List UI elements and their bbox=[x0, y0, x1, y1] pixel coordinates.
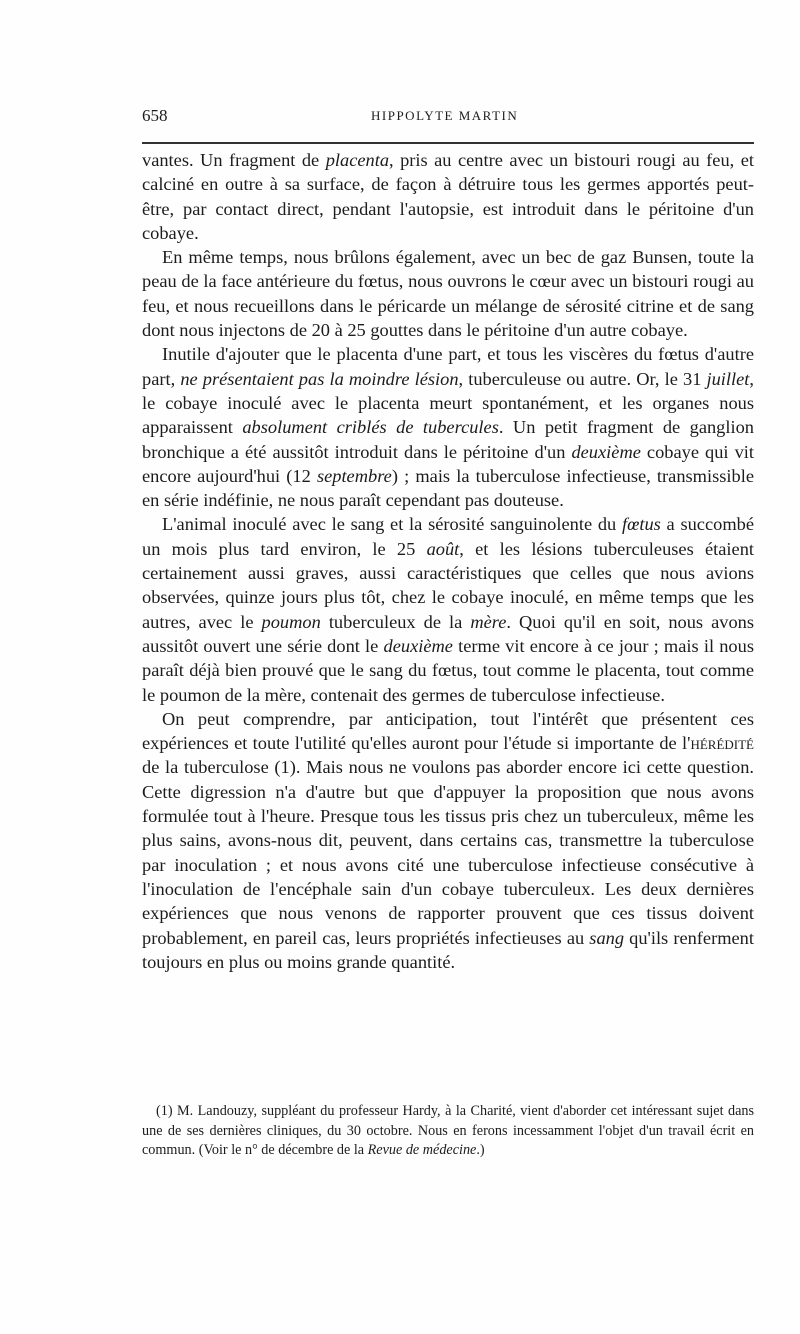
header-rule bbox=[142, 142, 754, 144]
italic-term: fœtus bbox=[621, 514, 661, 535]
italic-term: poumon bbox=[261, 611, 321, 632]
paragraph-1: vantes. Un fragment de placenta, pris au centre avec un bistouri rougi au feu, et calciné en outre à sa surface, de façon à détruire tous les germes apportés peut-être, par contact direct, pendant l'autopsie, est introduit dans le péritoine d'un cobaye. bbox=[142, 150, 754, 243]
footnote: (1) M. Landouzy, suppléant du professeur Hardy, à la Charité, vient d'aborder cet intéressant sujet dans une de ses dernières cliniques, du 30 octobre. Nous en ferons incessamment l'objet d'un travail écrit en commun. (Voir le n° de décembre de la Revue de médecine.) bbox=[142, 1103, 754, 1159]
journal-title: Revue de médecine bbox=[367, 1142, 477, 1159]
italic-term: ne présentaient pas la moindre lésion bbox=[180, 368, 459, 389]
italic-term: placenta bbox=[325, 150, 390, 170]
italic-term: août bbox=[426, 538, 460, 559]
main-text bbox=[142, 148, 754, 974]
italic-term: absolument criblés de tubercules bbox=[242, 417, 499, 438]
italic-term: deuxième bbox=[571, 441, 641, 462]
italic-term: mère bbox=[470, 611, 507, 632]
paragraph-5: On peut comprendre, par anticipation, tout l'intérêt que présentent ces expériences et toute l'utilité qu'elles auront pour l'étude si importante de l'hérédité de la tuberculose (1). Mais nous ne voulons pas aborder encore ici cette question. Cette digression n'a d'autre but que d'appuyer la proposition que nous avons formulée tout à l'heure. Presque tous les tissus pris chez un tuberculeux, même les plus sains, avons-nous dit, peuvent, dans certains cas, transmettre la tuberculose par inoculation ; et nous avons cité une tuberculose infectieuse consécutive à l'inoculation de l'encéphale sain d'un cobaye tuberculeux. Les deux dernières expériences que nous venons de rapporter prouvent que ces tissus doivent probablement, en pareil cas, leurs propriétés infectieuses au sang qu'ils renferment toujours en plus ou moins grande quantité. bbox=[142, 708, 754, 972]
page-number: 658 bbox=[142, 106, 168, 125]
italic-term: sang bbox=[589, 927, 625, 948]
paragraph-3: Inutile d'ajouter que le placenta d'une part, et tous les viscères du fœtus d'autre part, ne présentaient pas la moindre lésion, tuberculeuse ou autre. Or, le 31 juillet, le cobaye inoculé avec le placenta meurt spontanément, et les organes nous apparaissent absolument criblés de tubercules. Un petit fragment de ganglion bronchique a été aussitôt introduit dans le péritoine d'un deuxième cobaye qui vit encore aujourd'hui (12 septembre) ; mais la tuberculose infectieuse, transmissible en série indéfinie, ne nous paraît cependant pas douteuse. bbox=[142, 344, 755, 511]
paragraph-2: En même temps, nous brûlons également, avec un bec de gaz Bunsen, toute la peau de la face antérieure du fœtus, nous ouvrons le cœur avec un bistouri rougi au feu, et nous recueillons dans le péricarde un mélange de sérosité citrine et de sang dont nous injectons de 20 à 25 gouttes dans le péritoine d'un autre cobaye. bbox=[142, 247, 754, 341]
running-title: HIPPOLYTE MARTIN bbox=[371, 108, 519, 123]
small-caps-term: hérédité bbox=[690, 733, 754, 754]
italic-term: septembre bbox=[316, 465, 392, 486]
italic-term: juillet bbox=[706, 368, 750, 389]
italic-term: deuxième bbox=[383, 635, 453, 656]
page-header bbox=[142, 106, 754, 136]
paragraph-4: L'animal inoculé avec le sang et la sérosité sanguinolente du fœtus a succombé un mois plus tard environ, le 25 août, et les lésions tuberculeuses étaient certainement aussi graves, aussi caractéristiques que celles que nous avions observées, quinze jours plus tôt, chez le cobaye inoculé, en même temps que les autres, avec le poumon tuberculeux de la mère. Quoi qu'il en soit, nous avons aussitôt ouvert une série dont le deuxième terme vit encore à ce jour ; mais il nous paraît déjà bien prouvé que le sang du fœtus, tout comme le placenta, tout comme le poumon de la mère, contenait des germes de tuberculose infectieuse. bbox=[142, 514, 754, 705]
